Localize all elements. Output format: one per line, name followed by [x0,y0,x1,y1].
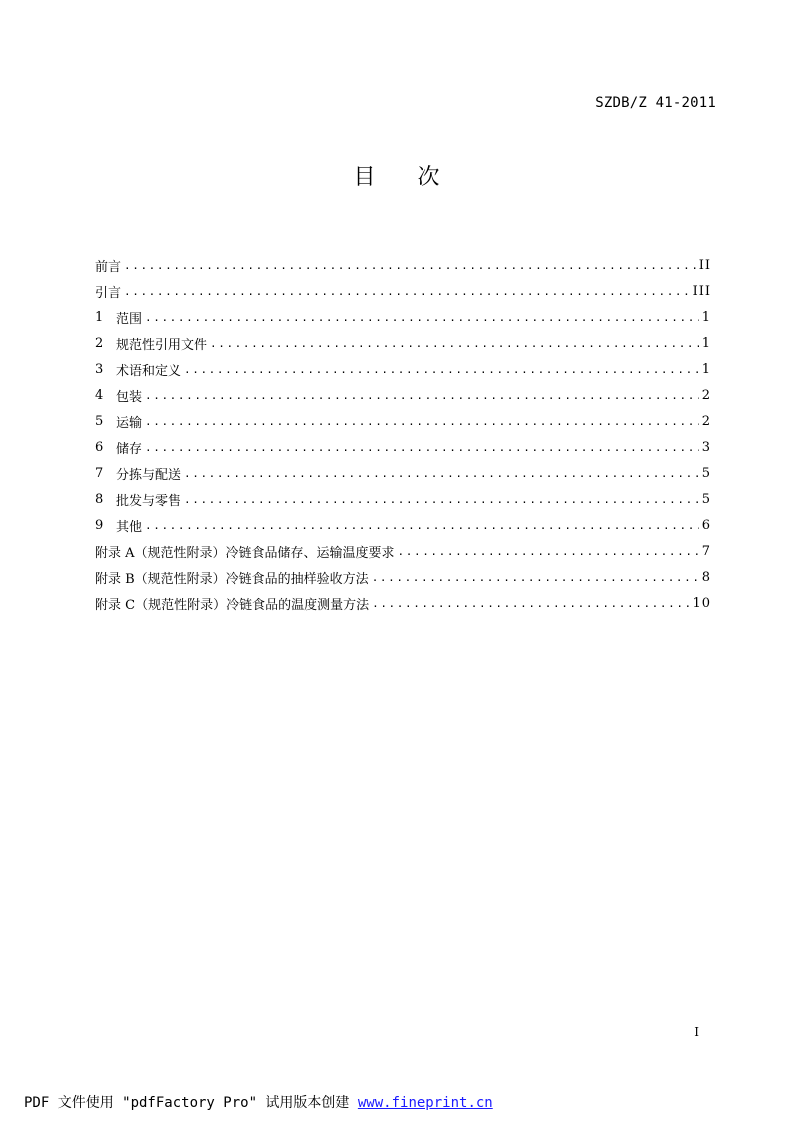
standard-code: SZDB/Z 41-2011 [595,95,716,111]
toc-entry[interactable] [95,382,711,408]
toc-entry-page: 1 [701,309,711,325]
toc-entry-number: 9 [95,517,104,533]
toc-entry[interactable] [95,590,711,616]
page-number: I [694,1025,699,1039]
toc-entry-label: 附录 B（规范性附录）冷链食品的抽样验收方法 [95,571,369,587]
toc-entry-page: 3 [701,439,711,455]
page-title [0,160,793,191]
toc-entry[interactable] [95,564,711,590]
toc-entry[interactable] [95,356,711,382]
toc-entry-page: 6 [701,517,711,533]
toc-entry-page: II [698,257,711,273]
toc-leader-dots [145,441,699,454]
toc-entry[interactable] [95,278,711,304]
toc-leader-dots [210,337,699,350]
footer-text: PDF 文件使用 "pdfFactory Pro" 试用版本创建 [24,1095,358,1111]
toc-entry-label: 附录 C（规范性附录）冷链食品的温度测量方法 [95,597,370,613]
toc-entry-number: 6 [95,439,104,455]
toc-leader-dots [184,493,699,506]
toc-entry-page: 2 [701,387,711,403]
toc-entry[interactable] [95,512,711,538]
toc-leader-dots [124,285,690,298]
toc-entry[interactable] [95,408,711,434]
toc-entry-label: 批发与零售 [116,493,182,509]
toc-entry-number: 2 [95,335,104,351]
toc-leader-dots [145,311,699,324]
toc-entry-page: 2 [701,413,711,429]
toc-entry-page: 1 [701,361,711,377]
toc-leader-dots [372,597,689,610]
toc-entry-label: 分拣与配送 [116,467,182,483]
toc-entry-label: 其他 [116,519,143,535]
pdf-footer [24,1092,493,1112]
toc-leader-dots [145,415,699,428]
toc-entry[interactable] [95,252,711,278]
title-char-2: 次 [417,165,440,190]
table-of-contents [95,252,711,616]
toc-entry-label: 包装 [116,389,143,405]
toc-entry-label: 前言 [95,259,122,275]
toc-entry-label: 储存 [116,441,143,457]
toc-entry-page: 1 [701,335,711,351]
toc-leader-dots [145,519,699,532]
toc-entry-label: 规范性引用文件 [116,337,208,353]
toc-entry-label: 术语和定义 [116,363,182,379]
toc-entry[interactable] [95,434,711,460]
toc-leader-dots [184,363,699,376]
toc-entry-number: 8 [95,491,104,507]
title-char-1: 目 [353,165,376,190]
toc-leader-dots [124,259,696,272]
toc-leader-dots [372,571,699,584]
toc-entry-number: 5 [95,413,104,429]
toc-entry-page: III [692,283,711,299]
toc-entry-page: 5 [701,491,711,507]
toc-entry-page: 5 [701,465,711,481]
toc-entry-page: 7 [701,543,711,559]
toc-entry[interactable] [95,460,711,486]
toc-entry-number: 3 [95,361,104,377]
toc-entry[interactable] [95,304,711,330]
toc-leader-dots [184,467,699,480]
toc-entry[interactable] [95,486,711,512]
toc-entry-number: 1 [95,309,104,325]
toc-entry-page: 8 [701,569,711,585]
toc-entry[interactable] [95,538,711,564]
toc-entry[interactable] [95,330,711,356]
toc-leader-dots [145,389,699,402]
toc-entry-label: 运输 [116,415,143,431]
toc-entry-page: 10 [692,595,711,611]
toc-entry-label: 范围 [116,311,143,327]
toc-leader-dots [398,545,699,558]
toc-entry-number: 7 [95,465,104,481]
toc-entry-label: 引言 [95,285,122,301]
toc-entry-number: 4 [95,387,104,403]
footer-link[interactable]: www.fineprint.cn [357,1095,493,1111]
toc-entry-label: 附录 A（规范性附录）冷链食品储存、运输温度要求 [95,545,395,561]
